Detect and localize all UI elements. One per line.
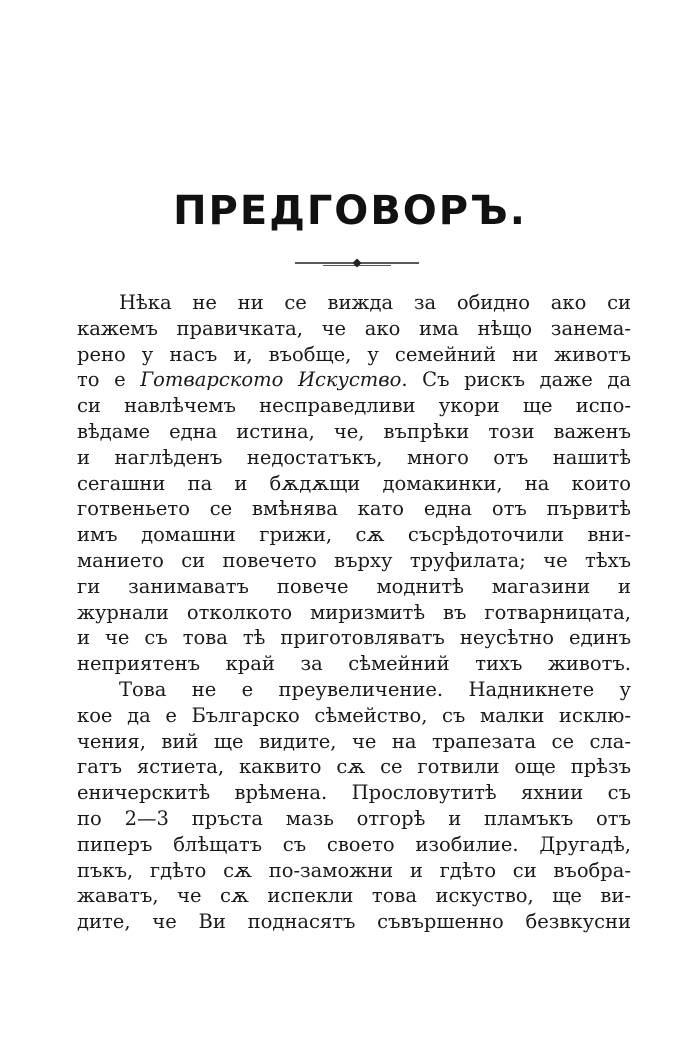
text-line: рено у насъ и, въобще, у семейний ни животъ [77,342,631,366]
text-line: пъкъ, гдѣто сѫ по-заможни и гдѣто си въобра- [77,858,631,882]
text-line: чения, вий ще видите, че на трапезата се сла- [77,729,631,753]
text-line [77,367,631,393]
text-line: еничерскитѣ врѣмена. Прословутитѣ яхнии съ [77,781,631,805]
text-line: готвеньето се вмѣнява като една отъ първитѣ [77,497,631,521]
text-line: кажемъ правичката, че ако има нѣщо занема- [77,316,631,340]
text-line: кое да е Българско сѣмейство, съ малки исклю- [77,703,631,727]
text-line: неприятенъ край за сѣмейний тихъ животъ. [77,652,631,676]
text-line: журнали отколкото миризмитѣ въ готварницата, [77,600,631,624]
paragraph-1 [77,290,631,677]
text-line: вѣдаме една истина, че, въпрѣки този важенъ [77,419,631,443]
text-line: сегашни па и бѫдѫщи домакинки, на които [77,471,631,495]
text-segment: . Съ рискъ даже да [401,368,631,392]
text-line: пиперъ блѣщатъ съ своето изобилие. Другадѣ, [77,832,631,856]
page-title: ПРЕДГОВОРЪ. [173,188,527,234]
body-text [77,290,631,935]
text-segment: то е [77,368,141,392]
text-line: и че съ това тѣ приготовляватъ неусѣтно единъ [77,626,631,650]
text-line: по 2—3 пръста мазь отгорѣ и пламъкъ отъ [77,806,631,830]
text-line: имъ домашни грижи, сѫ съсрѣдоточили вни- [77,523,631,547]
text-line: си навлѣчемъ несправедливи укори ще испо- [77,394,631,418]
text-line: Това не е преувеличение. Надникнете у [119,677,631,701]
text-line: и наглѣденъ недостатъкъ, много отъ нашитѣ [77,445,631,469]
text-line: гатъ ястиета, каквито сѫ се готвили още прѣзъ [77,755,631,779]
paragraph-2 [77,677,631,935]
text-line: ги занимаватъ повече моднитѣ магазини и [77,574,631,598]
emphasized-phrase: Готварското Искуство [140,368,402,392]
text-line: Нѣка не ни се вижда за обидно ако си [119,291,631,314]
text-line: манието си повечето върху труфилата; че тѣхъ [77,548,631,572]
text-line: дите, че Ви поднасятъ съвършенно безвкусни [77,910,631,934]
text-line: жаватъ, че сѫ испекли това искуство, ще ви- [77,884,631,908]
title-ornament [295,257,419,269]
